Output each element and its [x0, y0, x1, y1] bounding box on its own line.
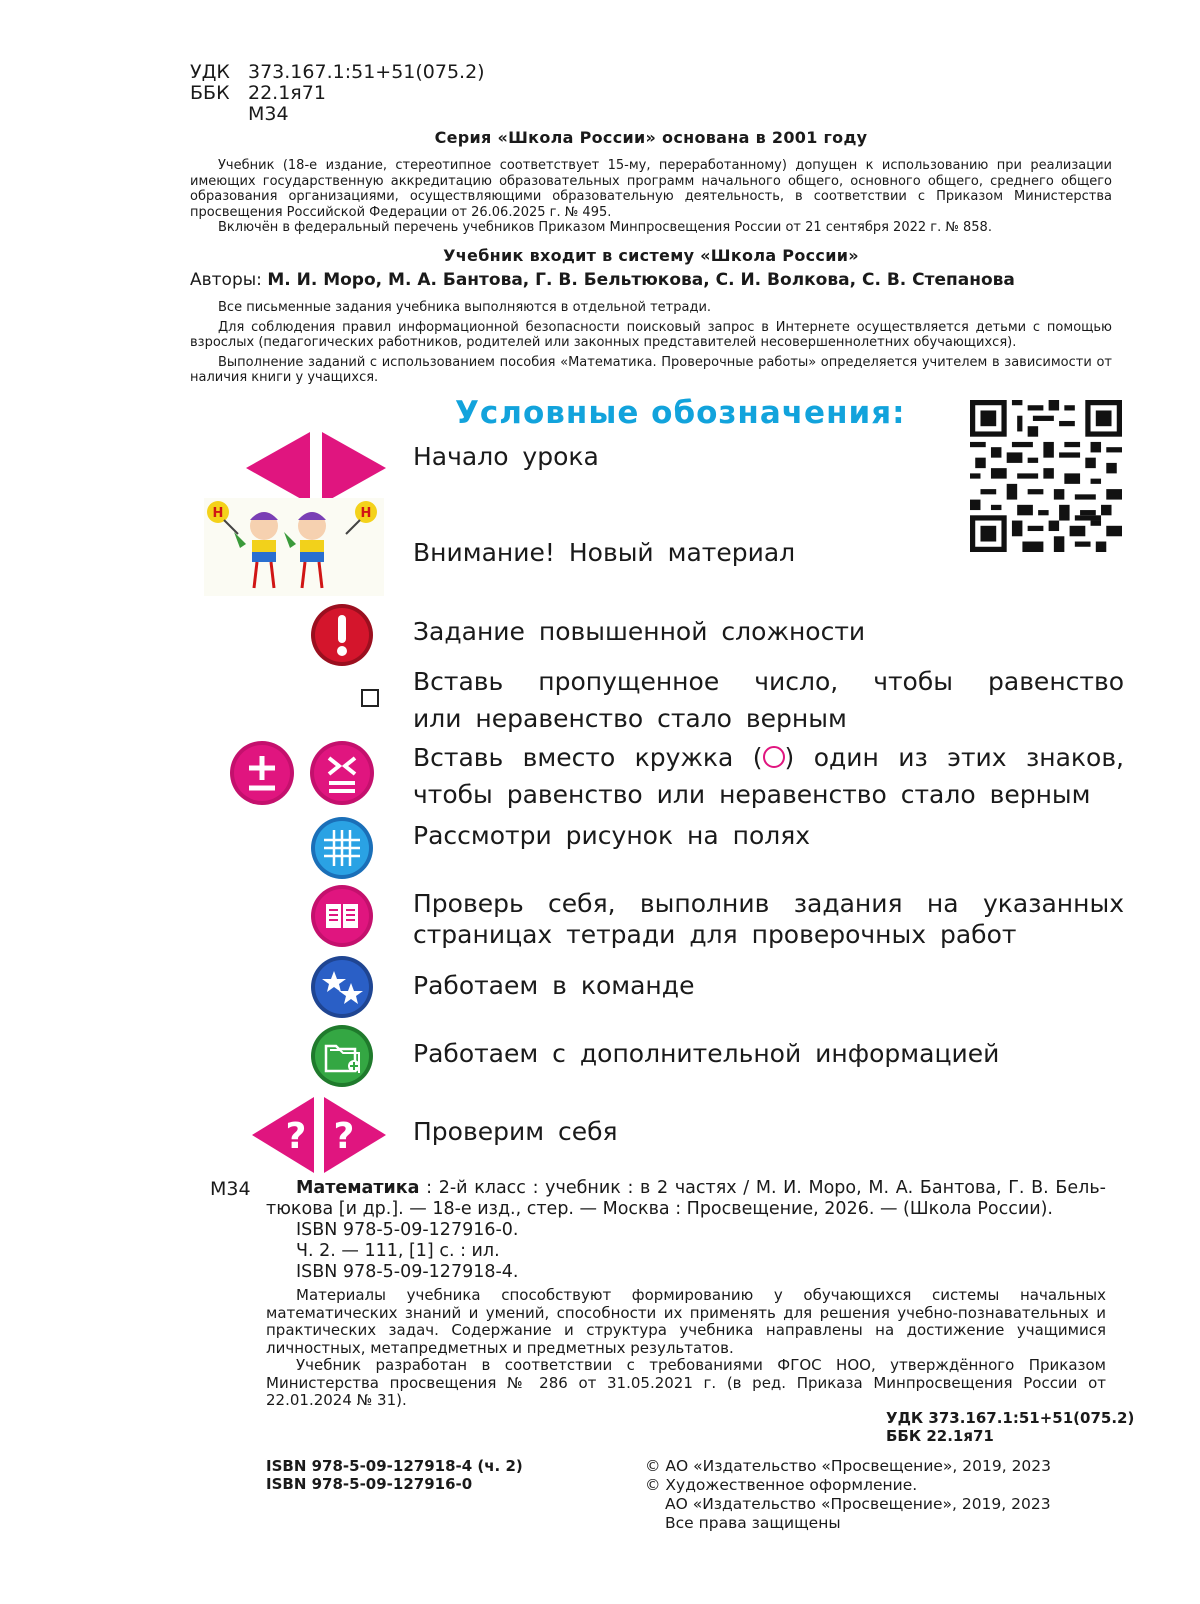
catalog-codes — [190, 62, 485, 125]
legend-attention: Внимание! Новый материал — [413, 538, 796, 567]
authors-line — [190, 270, 1015, 290]
svg-text:?: ? — [333, 1116, 355, 1157]
circle-placeholder-icon — [763, 746, 785, 768]
udk-label: УДК — [190, 61, 230, 83]
compare-signs-icon — [309, 740, 375, 806]
legend-hard: Задание повышенной сложности — [413, 617, 866, 646]
series-line: Серия «Школа России» основана в 2001 году — [434, 128, 868, 147]
svg-text:?: ? — [285, 1116, 307, 1157]
bibliography-record: Математика : 2-й класс : учебник : в 2 частях / М. И. Моро, М. А. Бантова, Г. В. Бель- тюкова [и др.]. — 18-е изд., стер. — Москва : Просвещение, 2026. — (Школа России). ISBN 978-5-09-127916-0. Ч. 2. — 111, [1] с. : ил. ISBN 978-5-09-127918-4. — [266, 1178, 1106, 1282]
udk-bbk-footer: УДК 373.167.1:51+51(075.2) ББК 22.1я71 — [886, 1409, 1135, 1445]
svg-text:Н: Н — [360, 506, 372, 521]
exclamation-icon — [310, 603, 374, 667]
system-line: Учебник входит в систему «Школа России» — [443, 246, 859, 265]
legend-signs-line1: Вставь вместо кружка ( ) один из этих знаков, — [413, 743, 1125, 772]
book-icon — [310, 884, 374, 948]
approval-text — [190, 158, 1112, 236]
legend-team: Работаем в команде — [413, 971, 695, 1000]
approval-paragraph-2: Включён в федеральный перечень учебников Приказом Минпросвещения России от 21 сентября 2022 г. № 858. — [218, 220, 992, 235]
note-3: Выполнение заданий с использованием пособия «Математика. Проверочные работы» определяется учителем в зависимости от наличия книги у учащихся. — [190, 354, 1112, 385]
legend-margins: Рассмотри рисунок на полях — [413, 821, 811, 850]
lesson-start-arrows-icon — [246, 432, 386, 504]
legend-verify: Проверим себя — [413, 1117, 618, 1146]
bbk-value: 22.1я71 — [248, 82, 326, 104]
legend-title: Условные обозначения: — [455, 395, 906, 431]
udk-value: 373.167.1:51+51(075.2) — [248, 61, 485, 83]
approval-paragraph-1: Учебник (18-е издание, стереотипное соответствует 15-му, переработанному) допущен к использованию при реализации имеющих государственную аккредитацию образовательных программ начального общего, основного общего, среднего общего образования организациями, осуществляющими образовательную деятельность, в соответствии с Приказом Министерства просвещения Российской Федерации от 26.06.2025 г. № 495. — [190, 158, 1112, 220]
book-title: Математика — [296, 1178, 420, 1198]
authors-names: М. И. Моро, М. А. Бантова, Г. В. Бельтюкова, С. И. Волкова, С. В. Степанова — [267, 270, 1015, 290]
authors-label: Авторы: — [190, 270, 262, 290]
grid-icon — [310, 816, 374, 880]
note-1: Все письменные задания учебника выполняются в отдельной тетради. — [218, 300, 712, 315]
stars-team-icon — [310, 955, 374, 1019]
question-arrows-icon — [252, 1097, 386, 1173]
notes-text — [190, 300, 1112, 386]
abstract-1: Материалы учебника способствуют формированию у обучающихся системы начальных математических знаний и умений, способности их применять для решения учебно-познавательных и практических задач. Содержание и структура учебника направлены на достижение учащимися личностных, метапредметных и предметных результатов. — [266, 1286, 1106, 1357]
plus-minus-icon — [229, 740, 295, 806]
isbn-block: ISBN 978-5-09-127918-4 (ч. 2) ISBN 978-5-09-127916-0 — [266, 1457, 523, 1493]
bibliography-mark: М34 — [210, 1178, 251, 1200]
author-mark: М34 — [248, 103, 289, 125]
legend-start: Начало урока — [413, 442, 599, 471]
bbk-label: ББК — [190, 82, 230, 104]
legend-box-line1: Вставь пропущенное число, чтобы равенство — [413, 667, 1124, 696]
legend-box-line2: или неравенство стало верным — [413, 704, 847, 733]
legend-check-line1: Проверь себя, выполнив задания на указанных — [413, 889, 1124, 918]
legend-check-line2: страницах тетради для проверочных работ — [413, 920, 1017, 949]
svg-text:Н: Н — [212, 506, 224, 521]
folder-info-icon — [310, 1024, 374, 1088]
kids-attention-icon — [204, 498, 384, 596]
abstract-2: Учебник разработан в соответствии с требованиями ФГОС НОО, утверждённого Приказом Министерства просвещения № 286 от 31.05.2021 г. (в ред. Приказа Минпросвещения России от 22.01.2024 № 31). — [266, 1356, 1106, 1409]
copyright-block: © АО «Издательство «Просвещение», 2019, 2023 © Художественное оформление. АО «Издательство «Просвещение», 2019, 2023 Все права защищены — [645, 1457, 1052, 1532]
bibliography-abstract — [266, 1287, 1106, 1410]
note-2: Для соблюдения правил информационной безопасности поисковый запрос в Интернете осуществляется детьми с помощью взрослых (педагогических работников, родителей или законных представителей несовершеннолетних обучающихся). — [190, 319, 1112, 350]
empty-box-icon — [361, 689, 379, 707]
legend-signs-line2: чтобы равенство или неравенство стало верным — [413, 780, 1091, 809]
qr-code[interactable] — [970, 400, 1122, 552]
legend-info: Работаем с дополнительной информацией — [413, 1039, 1000, 1068]
